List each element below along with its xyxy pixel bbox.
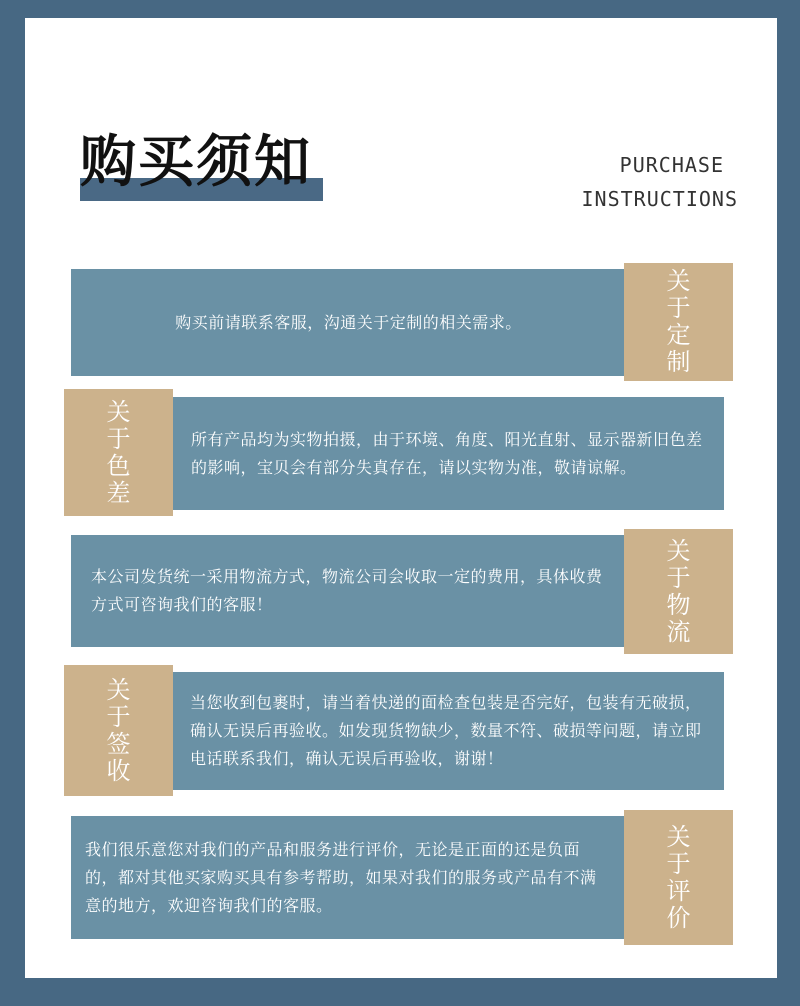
section-text: 购买前请联系客服，沟通关于定制的相关需求。 [175, 312, 522, 332]
section-tag-label: 关于定制 [666, 267, 691, 376]
section-tag-label: 关于评价 [666, 822, 691, 932]
section-text: 本公司发货统一采用物流方式，物流公司会收取一定的费用，具体收费方式可咨询我们的客服！ [91, 567, 603, 614]
section-text-box-signing [170, 672, 724, 790]
title-block [80, 128, 325, 203]
section-tag-label: 关于签收 [106, 675, 131, 785]
section-text: 我们很乐意您对我们的产品和服务进行评价，无论是正面的还是负面的，都对其他买家购买具有参考帮助，如果对我们的服务或产品有不满意的地方，欢迎咨询我们的客服。 [85, 839, 597, 915]
section-text-box-customization [71, 269, 626, 376]
section-tag-logistics [624, 529, 733, 654]
section-tag-label: 关于色差 [106, 397, 131, 507]
section-tag-signing [64, 665, 173, 796]
section-text: 所有产品均为实物拍摄，由于环境、角度、阳光直射、显示器新旧色差的影响，宝贝会有部分失真存在，请以实物为准，敬请谅解。 [191, 429, 703, 477]
page-title: 购买须知 [80, 130, 312, 195]
section-text-box-logistics [71, 535, 626, 647]
section-text: 当您收到包裹时，请当着快递的面检查包装是否完好，包装有无破损，确认无误后再验收。如发现货物缺少，数量不符、破损等问题，请立即电话联系我们，确认无误后再验收，谢谢！ [190, 693, 702, 768]
subtitle-line-2: INSTRUCTIONS [581, 187, 738, 211]
section-text-box-review [71, 816, 626, 939]
english-subtitle [582, 148, 739, 216]
section-tag-customization [624, 263, 733, 381]
subtitle-line-1: PURCHASE [619, 153, 724, 177]
section-text-box-color-difference [170, 397, 724, 510]
section-tag-label: 关于物流 [666, 536, 691, 646]
section-tag-review [624, 810, 733, 945]
section-tag-color-difference [64, 389, 173, 516]
